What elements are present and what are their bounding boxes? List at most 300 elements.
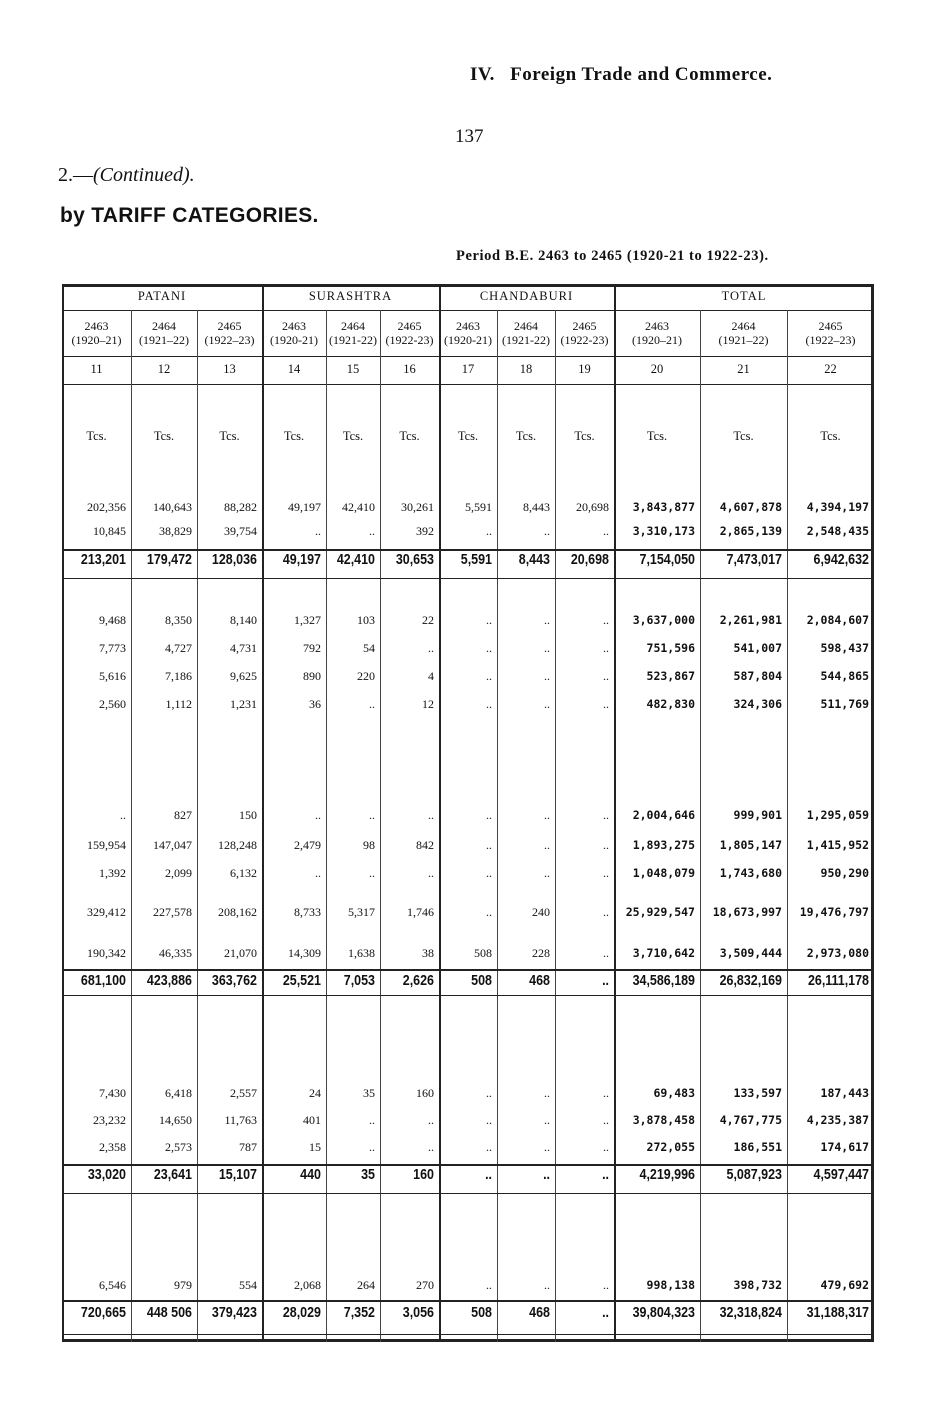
- total-cell: 160: [413, 1167, 434, 1183]
- data-cell: ..: [486, 1140, 492, 1154]
- total-cell: 213,201: [80, 552, 126, 568]
- data-cell: 5,616: [99, 669, 126, 683]
- data-cell: 2,573: [165, 1140, 192, 1154]
- data-cell: 10,845: [93, 524, 126, 538]
- data-cell: ..: [486, 669, 492, 683]
- column-rule: [131, 310, 132, 1342]
- total-cell: 5,591: [460, 552, 492, 568]
- data-cell: 8,350: [165, 613, 192, 627]
- data-cell: 4,235,387: [806, 1113, 869, 1127]
- data-cell: 22: [422, 613, 434, 627]
- total-cell: 25,521: [282, 973, 321, 989]
- data-cell: 186,551: [733, 1140, 782, 1154]
- data-cell: 8,733: [294, 905, 321, 919]
- data-cell: ..: [603, 669, 609, 683]
- total-cell: 468: [529, 973, 550, 989]
- data-cell: 1,048,079: [632, 866, 695, 880]
- data-cell: 3,637,000: [632, 613, 695, 627]
- total-cell: 15,107: [218, 1167, 257, 1183]
- data-cell: ..: [603, 838, 609, 852]
- year-header: [439, 319, 497, 347]
- data-cell: ..: [428, 866, 434, 880]
- data-cell: 1,746: [407, 905, 434, 919]
- column-rule: [700, 310, 701, 1342]
- data-cell: 7,773: [99, 641, 126, 655]
- data-cell: 511,769: [820, 697, 869, 711]
- year-ad: (1920-21): [270, 333, 318, 347]
- total-rule-above: [62, 1164, 874, 1166]
- data-cell: ..: [544, 613, 550, 627]
- header-rule-colno: [62, 384, 874, 385]
- total-cell: 7,154,050: [639, 552, 695, 568]
- data-cell: ..: [486, 905, 492, 919]
- bottom-double-rule: [62, 1334, 874, 1335]
- data-cell: ..: [544, 866, 550, 880]
- year-ad: (1920–21): [632, 333, 682, 347]
- data-cell: 5,591: [465, 500, 492, 514]
- data-cell: 1,743,680: [719, 866, 782, 880]
- data-cell: 3,509,444: [719, 946, 782, 960]
- data-cell: ..: [428, 641, 434, 655]
- total-cell: 20,698: [570, 552, 609, 568]
- table-continued-label: [58, 164, 195, 187]
- data-cell: 9,468: [99, 613, 126, 627]
- header-rule-group-left: [62, 310, 262, 311]
- data-cell: ..: [315, 808, 321, 822]
- year-ad: (1922-23): [385, 333, 434, 347]
- data-cell: ..: [603, 1086, 609, 1100]
- data-cell: 174,617: [820, 1140, 869, 1154]
- table-subtitle: by TARIFF CATEGORIES.: [60, 204, 319, 227]
- data-cell: 6,546: [99, 1278, 126, 1292]
- total-cell: 508: [471, 1305, 492, 1321]
- running-head: [470, 64, 772, 86]
- year-ad: (1921-22): [329, 333, 377, 347]
- data-cell: ..: [603, 1278, 609, 1292]
- data-cell: 787: [239, 1140, 257, 1154]
- year-be: 2464: [514, 319, 538, 333]
- data-cell: 25,929,547: [625, 905, 695, 919]
- data-cell: 3,710,642: [632, 946, 695, 960]
- data-cell: 2,973,080: [806, 946, 869, 960]
- total-cell: 23,641: [153, 1167, 192, 1183]
- data-cell: 541,007: [733, 641, 782, 655]
- data-cell: 9,625: [230, 669, 257, 683]
- data-cell: ..: [315, 524, 321, 538]
- data-cell: 587,804: [733, 669, 782, 683]
- data-cell: ..: [544, 1113, 550, 1127]
- data-cell: ..: [315, 866, 321, 880]
- data-cell: ..: [486, 1086, 492, 1100]
- unit-label: Tcs.: [646, 429, 668, 443]
- data-cell: ..: [603, 613, 609, 627]
- total-cell: 33,020: [87, 1167, 126, 1183]
- data-cell: 11,763: [224, 1113, 257, 1127]
- data-cell: 5,317: [348, 905, 375, 919]
- data-cell: 1,638: [348, 946, 375, 960]
- data-cell: 4,607,878: [719, 500, 782, 514]
- data-cell: 2,560: [99, 697, 126, 711]
- total-cell: 7,473,017: [726, 552, 782, 568]
- year-be: 2465: [572, 319, 597, 333]
- data-cell: 1,295,059: [806, 808, 869, 822]
- data-cell: 12: [422, 697, 434, 711]
- data-cell: 1,231: [230, 697, 257, 711]
- data-cell: 19,476,797: [799, 905, 869, 919]
- data-cell: 890: [303, 669, 321, 683]
- total-rule-below: [62, 578, 874, 579]
- data-cell: 554: [239, 1278, 257, 1292]
- data-cell: ..: [603, 905, 609, 919]
- data-cell: ..: [369, 808, 375, 822]
- column-number: 13: [223, 362, 236, 376]
- total-cell: 26,832,169: [719, 973, 782, 989]
- year-header: [62, 319, 131, 347]
- data-cell: 401: [303, 1113, 321, 1127]
- data-cell: 1,805,147: [719, 838, 782, 852]
- data-cell: 4,394,197: [806, 500, 869, 514]
- total-cell: ..: [602, 1305, 609, 1321]
- header-rule-group: [262, 310, 874, 311]
- total-cell: 448 506: [146, 1305, 192, 1321]
- total-cell: 42,410: [336, 552, 375, 568]
- data-cell: ..: [369, 1140, 375, 1154]
- data-cell: 21,070: [224, 946, 257, 960]
- column-number: 15: [346, 362, 360, 376]
- data-cell: ..: [544, 524, 550, 538]
- year-ad: (1921-22): [502, 333, 550, 347]
- data-cell: ..: [428, 1113, 434, 1127]
- year-header: [787, 319, 874, 347]
- year-be: 2465: [217, 319, 242, 333]
- year-header: [326, 319, 380, 347]
- unit-label: Tcs.: [457, 429, 479, 443]
- total-cell: 26,111,178: [807, 973, 869, 989]
- data-cell: ..: [428, 808, 434, 822]
- data-cell: ..: [486, 838, 492, 852]
- column-number: 18: [519, 362, 533, 376]
- total-rule-above: [62, 1300, 874, 1302]
- data-cell: 482,830: [646, 697, 695, 711]
- total-cell: 423,886: [146, 973, 192, 989]
- data-cell: 792: [303, 641, 321, 655]
- data-cell: 4,727: [165, 641, 192, 655]
- year-ad: (1921–22): [139, 333, 189, 347]
- column-number: 20: [650, 362, 664, 376]
- data-cell: 329,412: [87, 905, 126, 919]
- data-cell: 2,865,139: [719, 524, 782, 538]
- data-cell: 2,479: [294, 838, 321, 852]
- column-number: 14: [287, 362, 301, 376]
- total-cell: 4,219,996: [639, 1167, 695, 1183]
- year-be: 2465: [818, 319, 843, 333]
- total-cell: 508: [471, 973, 492, 989]
- total-cell: ..: [543, 1167, 550, 1183]
- data-cell: 6,418: [165, 1086, 192, 1100]
- unit-label: Tcs.: [153, 429, 175, 443]
- year-be: 2464: [341, 319, 365, 333]
- data-cell: 324,306: [733, 697, 782, 711]
- page-number: 137: [455, 126, 484, 147]
- total-cell: 39,804,323: [632, 1305, 695, 1321]
- data-cell: 18,673,997: [712, 905, 782, 919]
- data-cell: 2,084,607: [806, 613, 869, 627]
- total-cell: 468: [529, 1305, 550, 1321]
- section-title: Foreign Trade and Commerce.: [510, 64, 773, 85]
- data-cell: 1,415,952: [806, 838, 869, 852]
- year-header: [380, 319, 439, 347]
- data-cell: 20,698: [576, 500, 609, 514]
- data-cell: ..: [544, 697, 550, 711]
- year-be: 2463: [645, 319, 669, 333]
- column-number: 19: [578, 362, 591, 376]
- data-cell: 220: [357, 669, 375, 683]
- data-cell: 1,392: [99, 866, 126, 880]
- unit-label: Tcs.: [820, 429, 841, 443]
- column-number: 17: [461, 362, 475, 376]
- group-header-total: TOTAL: [721, 289, 767, 303]
- data-cell: 42,410: [342, 500, 375, 514]
- total-cell: 28,029: [282, 1305, 321, 1321]
- data-cell: 240: [532, 905, 550, 919]
- data-cell: 39,754: [224, 524, 257, 538]
- year-be: 2465: [397, 319, 422, 333]
- year-header: [131, 319, 197, 347]
- total-cell: 720,665: [80, 1305, 126, 1321]
- column-number: 12: [157, 362, 171, 376]
- total-cell: ..: [602, 973, 609, 989]
- data-cell: ..: [369, 1113, 375, 1127]
- data-cell: 2,548,435: [806, 524, 869, 538]
- data-cell: 479,692: [820, 1278, 869, 1292]
- data-cell: 140,643: [153, 500, 192, 514]
- unit-label: Tcs.: [283, 429, 305, 443]
- data-cell: ..: [603, 1113, 609, 1127]
- column-number: 11: [90, 362, 103, 376]
- year-be: 2463: [84, 319, 109, 333]
- total-cell: 5,087,923: [726, 1167, 782, 1183]
- continued-text: (Continued).: [93, 164, 195, 186]
- data-cell: ..: [486, 524, 492, 538]
- data-cell: ..: [544, 641, 550, 655]
- data-cell: 4: [428, 669, 434, 683]
- period-caption: Period B.E. 2463 to 2465 (1920-21 to 1922-23).: [456, 248, 769, 264]
- total-cell: ..: [602, 1167, 609, 1183]
- total-cell: 8,443: [518, 552, 550, 568]
- data-cell: 14,650: [159, 1113, 192, 1127]
- column-number: 16: [403, 362, 416, 376]
- column-rule: [497, 310, 498, 1342]
- data-cell: ..: [544, 669, 550, 683]
- data-cell: 30,261: [401, 500, 434, 514]
- data-cell: ..: [544, 1140, 550, 1154]
- total-cell: 2,626: [402, 973, 434, 989]
- year-be: 2463: [282, 319, 306, 333]
- data-cell: 272,055: [646, 1140, 695, 1154]
- total-cell: 4,597,447: [813, 1167, 869, 1183]
- data-cell: ..: [120, 808, 126, 822]
- data-cell: 3,310,173: [632, 524, 695, 538]
- data-cell: 979: [174, 1278, 192, 1292]
- data-cell: ..: [486, 808, 492, 822]
- year-be: 2463: [456, 319, 480, 333]
- total-cell: 7,352: [343, 1305, 375, 1321]
- unit-label: Tcs.: [515, 429, 537, 443]
- data-cell: 1,893,275: [632, 838, 695, 852]
- data-cell: ..: [544, 808, 550, 822]
- unit-label: Tcs.: [733, 429, 754, 443]
- year-be: 2464: [152, 319, 176, 333]
- total-cell: 34,586,189: [632, 973, 695, 989]
- data-cell: ..: [486, 697, 492, 711]
- data-cell: ..: [486, 613, 492, 627]
- unit-label: Tcs.: [574, 429, 595, 443]
- data-cell: ..: [486, 1113, 492, 1127]
- column-rule: [197, 310, 198, 1342]
- total-rule-above: [62, 549, 874, 551]
- group-header-patani: PATANI: [137, 289, 187, 303]
- data-cell: 3,843,877: [632, 500, 695, 514]
- data-cell: 998,138: [646, 1278, 695, 1292]
- data-cell: 598,437: [820, 641, 869, 655]
- group-header-surashtra: SURASHTRA: [308, 289, 393, 303]
- data-cell: 14,309: [288, 946, 321, 960]
- data-cell: 88,282: [224, 500, 257, 514]
- data-cell: 69,483: [653, 1086, 695, 1100]
- data-cell: 98: [363, 838, 375, 852]
- year-ad: (1921–22): [718, 333, 769, 347]
- section-number: IV.: [470, 64, 495, 85]
- data-cell: ..: [544, 1278, 550, 1292]
- unit-label: Tcs.: [219, 429, 240, 443]
- year-ad: (1922–23): [204, 333, 255, 347]
- data-cell: 38,829: [159, 524, 192, 538]
- data-cell: ..: [544, 838, 550, 852]
- total-cell: 31,188,317: [806, 1305, 869, 1321]
- data-cell: 150: [239, 808, 257, 822]
- data-cell: ..: [486, 1278, 492, 1292]
- data-cell: 3,878,458: [632, 1113, 695, 1127]
- year-header: [497, 319, 555, 347]
- total-cell: 32,318,824: [719, 1305, 782, 1321]
- data-cell: 8,140: [230, 613, 257, 627]
- year-header: [700, 319, 787, 347]
- data-cell: 160: [416, 1086, 434, 1100]
- data-cell: 1,327: [294, 613, 321, 627]
- data-cell: 842: [416, 838, 434, 852]
- data-cell: 228: [532, 946, 550, 960]
- data-cell: 6,132: [230, 866, 257, 880]
- total-cell: 6,942,632: [813, 552, 869, 568]
- data-cell: ..: [369, 697, 375, 711]
- data-cell: 392: [416, 524, 434, 538]
- data-cell: 264: [357, 1278, 375, 1292]
- data-cell: 49,197: [288, 500, 321, 514]
- year-ad: (1922–23): [805, 333, 856, 347]
- data-cell: 46,335: [159, 946, 192, 960]
- data-cell: 15: [309, 1140, 321, 1154]
- data-cell: 523,867: [646, 669, 695, 683]
- data-cell: 2,261,981: [719, 613, 782, 627]
- data-cell: 398,732: [733, 1278, 782, 1292]
- data-cell: 103: [357, 613, 375, 627]
- group-header-chandaburi: CHANDABURI: [479, 289, 574, 303]
- data-cell: 2,004,646: [632, 808, 695, 822]
- data-cell: ..: [369, 524, 375, 538]
- total-cell: ..: [485, 1167, 492, 1183]
- unit-label: Tcs.: [342, 429, 364, 443]
- data-cell: 508: [474, 946, 492, 960]
- total-rule-above: [62, 969, 874, 971]
- total-cell: 30,653: [395, 552, 434, 568]
- total-cell: 363,762: [211, 973, 257, 989]
- total-cell: 681,100: [80, 973, 126, 989]
- total-cell: 128,036: [211, 552, 257, 568]
- header-rule-year: [62, 356, 874, 357]
- total-rule-below: [62, 995, 874, 996]
- column-rule: [555, 310, 556, 1342]
- data-cell: ..: [603, 641, 609, 655]
- column-rule: [326, 310, 327, 1342]
- total-cell: 49,197: [282, 552, 321, 568]
- data-cell: 128,248: [218, 838, 257, 852]
- table-number: 2.—: [58, 164, 93, 186]
- data-cell: 827: [174, 808, 192, 822]
- column-rule: [787, 310, 788, 1342]
- data-cell: 202,356: [87, 500, 126, 514]
- total-cell: 3,056: [402, 1305, 434, 1321]
- data-cell: 227,578: [153, 905, 192, 919]
- total-rule-below: [62, 1193, 874, 1194]
- data-cell: 133,597: [733, 1086, 782, 1100]
- data-cell: ..: [603, 1140, 609, 1154]
- data-cell: ..: [603, 866, 609, 880]
- total-cell: 35: [361, 1167, 375, 1183]
- year-header: [197, 319, 262, 347]
- year-ad: (1922-23): [560, 333, 609, 347]
- column-number: 22: [824, 362, 837, 376]
- column-number: 21: [737, 362, 750, 376]
- data-cell: 36: [309, 697, 321, 711]
- data-cell: 24: [309, 1086, 321, 1100]
- data-cell: 208,162: [218, 905, 257, 919]
- data-cell: 187,443: [820, 1086, 869, 1100]
- data-cell: ..: [603, 524, 609, 538]
- data-cell: ..: [486, 866, 492, 880]
- total-cell: 7,053: [343, 973, 375, 989]
- total-cell: 379,423: [211, 1305, 257, 1321]
- data-cell: ..: [603, 946, 609, 960]
- data-cell: 1,112: [165, 697, 192, 711]
- data-cell: 8,443: [523, 500, 550, 514]
- total-cell: 440: [300, 1167, 321, 1183]
- data-cell: 2,068: [294, 1278, 321, 1292]
- data-cell: 4,731: [230, 641, 257, 655]
- year-header: [555, 319, 614, 347]
- data-cell: 2,557: [230, 1086, 257, 1100]
- total-cell: 179,472: [146, 552, 192, 568]
- column-rule: [380, 310, 381, 1342]
- data-cell: 751,596: [646, 641, 695, 655]
- data-cell: 159,954: [87, 838, 126, 852]
- data-cell: ..: [428, 1140, 434, 1154]
- year-header: [614, 319, 700, 347]
- data-cell: 190,342: [87, 946, 126, 960]
- unit-label: Tcs.: [86, 429, 107, 443]
- data-cell: 38: [422, 946, 434, 960]
- data-cell: 2,099: [165, 866, 192, 880]
- data-cell: 54: [363, 641, 375, 655]
